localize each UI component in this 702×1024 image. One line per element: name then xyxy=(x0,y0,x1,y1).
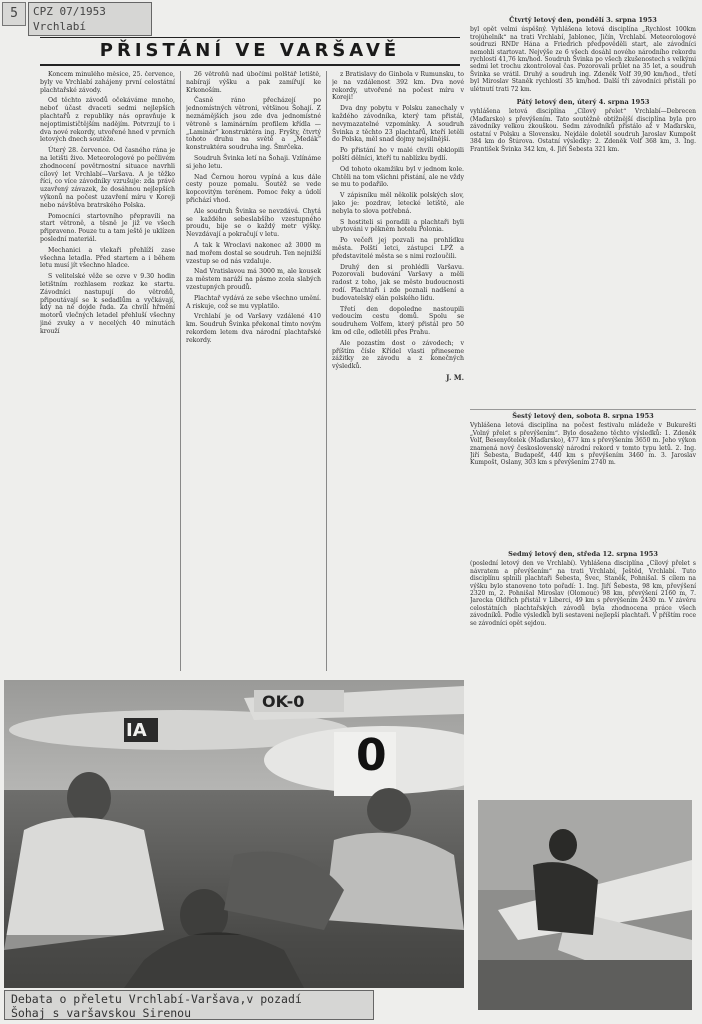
paragraph: Od těchto závodů očekáváme mnoho, neboť účast dvaceti sedmi nejlepších plachtařů z republiky nás opravňuje k nejoptimističtějším nadějím. Potvrzují to i dva nové rekordy, utvořené hned v prvních letových dnech soutěže. xyxy=(40,97,175,144)
archive-label xyxy=(28,2,152,36)
paragraph: Dva dny pobytu v Polsku zanechaly v každého závodníka, který tam přistál, nevymazatelné vzpomínky. A soudruh Švinka z těchto 23 plachtařů, kteří letěli do Polska, měl snad dojmy nejsilnější. xyxy=(332,105,464,144)
paragraph: Vrchlabí je od Varšavy vzdálené 410 km. Soudruh Švinka překonal tímto novým rekordem letem dva národní plachtařské rekordy. xyxy=(186,313,321,344)
page-number: 5 xyxy=(2,2,26,26)
results-column-upper xyxy=(470,14,696,409)
day4-text: byl opět velmi úspěšný. Vyhlášena letová disciplína „Rychlost 100km trojúhelník“ na trati Vrchlabí, Jablonec, Jičín, Vrchlabí. Meteorologové soudruzi RNDr Hána a Friedrich předpověděli start, ale závodníci nemohli startovat. Nejvýše ze 6 všech dosáhl nového národního rekordu rychlostí 41,76 km/hod. Soudruh Švinka po všech zkušenostech s velkými sedmi let trochu zkontroloval čas. Pozorovali průlet na 35 let, a soudruh Švinka se vrátil. Druhý a soudruh ing. Zdeněk Volf 39,90 km/hod., třetí byl Miroslav Staněk rychlostí 35 km/hod. Další tři závodníci přistáli po ulétnutí trati 72 km. xyxy=(470,26,696,93)
paragraph: Pomocníci startovního přepravili na start větroně, a těsně je již ve všech připraveno. Pouze tu a tam ještě je uklízen poslední materiál. xyxy=(40,212,175,243)
main-photo xyxy=(4,680,464,988)
paragraph: Třetí den dopoledne nastoupili vedoucím cestu domů. Spolu se soudruhem Volfem, který přistál pro 50 km od cíle, odletěli přes Prahu. xyxy=(332,305,464,336)
day4-heading: Čtvrtý letový den, pondělí 3. srpna 1953 xyxy=(509,16,657,24)
day5-heading: Pátý letový den, úterý 4. srpna 1953 xyxy=(516,98,650,107)
paragraph: S hostiteli si poradili a plachtaři byli ubytováni v pěkném hotelu Polonia. xyxy=(332,218,464,234)
article-title: PŘISTÁNÍ VE VARŠAVĚ xyxy=(99,40,401,61)
column-divider xyxy=(326,71,327,671)
paragraph: Plachtař vydává ze sebe všechno umění. A riskuje, což se mu vyplatilo. xyxy=(186,294,321,310)
article-column-3 xyxy=(332,71,464,676)
day7-heading: Sedmý letový den, středa 12. srpna 1953 xyxy=(508,550,658,558)
side-photo-image xyxy=(478,800,692,1010)
archive-label-line1: CPZ 07/1953 xyxy=(33,5,106,18)
caption-line1: Debata o přeletu Vrchlabí-Varšava,v pozadí xyxy=(11,992,302,1006)
day7-text: (poslední letový den ve Vrchlabí). Vyhlášena disciplína „Cílový přelet s návratem a převýšením“ na trati Vrchlabí, Ještěd, Vrchlabí. Tuto disciplínu splnili plachtaři Šebesta, Švec, Staněk, Pohnišal. S cílem na výšku bylo stanoveno toto pořadí: 1. Ing. Jiří Šebesta, 98 km, převýšení 2320 m, 2. Pohnišal Miroslav (Olomouc) 98 km, převýšení 2160 m, 7. Jarecka Oldřich přistál v Liberci, 49 km s převýšením 2430 m. V závěru celostátních plachtařských závodů byla zhodnocena práce všech závodníků. Podle výsledků byli sestaveni nejlepší plachtaři. V příštím roce se závodníci opět sejdou. xyxy=(470,560,696,627)
paragraph: Druhý den si prohlédli Varšavu. Pozorovali budování Varšavy a měli radost z toho, jak se město budoucnosti rodí. Plachtaři i zde poznali nadšení a budovatelský elán polského lidu. xyxy=(332,263,464,302)
results-column-day6 xyxy=(470,410,696,545)
paragraph: 26 větroňů nad úbočími polštář letiště, nabírají výšku a pak zamířují ke Krkonoším. xyxy=(186,71,321,94)
paragraph: Ale pozastím dost o závodech; v příštím čísle Křídel vlasti přineseme zážitky ze závodu a z konečných výsledků. xyxy=(332,339,464,371)
paragraph: Nad Černou horou vypíná a kus dále cesty pouze pomalu. Soutěž se vede kopcovitým terénem. Pomoc řeky a údolí přichází vhod. xyxy=(186,173,321,204)
paragraph: Časně ráno přecházejí po jednomístných větroni, většinou Šohají. Z neznámějších jsou zde dva jednomístné větroně s laminárním profilem křídla — „Laminár“ konstruktéra ing. Fryšty, čtvrtý tohoto druhu na světě a „Medák“ konstruktéra soudruha ing. Šmrčeka. xyxy=(186,97,321,152)
column-divider xyxy=(180,71,181,671)
side-photo xyxy=(478,800,692,1010)
main-photo-image xyxy=(4,680,464,988)
title-rule-bottom xyxy=(40,64,460,66)
paragraph: Po přistání ho v malé chvíli obklopili polští dělníci, kteří tu nablízku bydlí. xyxy=(332,147,464,162)
archive-label-line2: Vrchlabí xyxy=(33,20,86,33)
article-column-2 xyxy=(186,71,321,671)
caption-line2: Šohaj s varšavskou Sirenou xyxy=(11,1006,192,1020)
photo-caption xyxy=(4,990,374,1020)
paragraph: Od tohoto okamžiku byl v jednom kole. Chtěli na tom všichni přistání, ale ne vždy se mu to podařilo. xyxy=(332,165,464,189)
day5-text: vyhlášena letová disciplína „Cílový přelet“ Vrchlabí—Debrecen (Maďarsko) s převýšením. Tato soutěžně obtížnější disciplína byla pro závodníky velkou zkouškou. Sedm závodníků přistálo až v Maďarsku, ostatní v Polsku a Slovensku. Nejdále doletěl soudruh Jaroslav Kumpošt 384 km do Štúrova. Ostatní výsledky: 2. Zdeněk Volf 368 km, 3. Ing. František Švinka 342 km, 4. Jiří Šebesta 321 km. xyxy=(470,108,696,153)
paragraph: Soudruh Švinka letí na Šohaji. Vzlínáme si jeho letu. xyxy=(186,154,321,170)
paragraph: Mechanici a vlekaři přehlíží zase všechna letadla. Před startem a i během letu musí jít všechno hladce. xyxy=(40,246,175,270)
paragraph: Ale soudruh Švinka se nevzdává. Chytá se každého sebeslabšího vzestupného proudu, bije se o každý metr výšky. Nevzdávají a pokračují v letu. xyxy=(186,207,321,239)
day6-heading: Šestý letový den, sobota 8. srpna 1953 xyxy=(512,412,654,420)
paragraph: A tak k Wroclavi nakonec až 3000 m nad mořem dostal se soudruh. Ten nejnižší vzestup se od nás vzdaluje. xyxy=(186,241,321,265)
paragraph: Koncem minulého měsíce, 25. července, byly ve Vrchlabí zahájeny první celostátní plachtařské závody. xyxy=(40,71,175,94)
paragraph: z Bratislavy do Ginbola v Rumunsku, to je na vzdálenost 392 km. Dva nové rekordy, utvořené na počest míru v Koreji! xyxy=(332,71,464,102)
day6-text: Vyhlášena letová disciplína na počest festivalu mládeže v Bukurešti „Volný přelet s převýšením“. Bylo dosaženo těchto výsledků: 1. Zdeněk Volf, Besenyőtelek (Maďarsko), 477 km s převýšením 3650 m. Jeho výkon znamená nový československý národní rekord v tomto typu letů. 2. Ing. Jiří Šebesta, Budapešť, 440 km s převýšením 3460 m. 3. Jaroslav Kumpošt, Oslany, 303 km s převýšením 2740 m. xyxy=(470,422,696,467)
paragraph: V zápisníku měl několik polských slov, jako je: pozdrav, letecké letiště, ale nebyla to slova potřebná. xyxy=(332,192,464,215)
paragraph: S velitelské věže se ozve v 9.30 hodin letištním rozhlasem rozkaz ke startu. Závodníci nastupují do větroňů, připoutávají se k sedadlům a vyčkávají, kdy na ně dojde řada. Za chvíli hřmění motorů vlečných letadel přehluší všechny jiné zvuky a v necelých 40 minutách krouží xyxy=(40,273,175,335)
paragraph: Po večeři jej pozvali na prohlídku města. Polští letci, zástupci LPŽ a představitelé města se s nimi rozloučili. xyxy=(332,237,464,260)
glider-mark-ia: IA xyxy=(126,720,147,741)
article-column-1 xyxy=(40,71,175,671)
author-signature: J. M. xyxy=(446,372,464,382)
title-rule-top xyxy=(40,37,460,38)
results-column-day7 xyxy=(470,548,696,818)
paragraph: Úterý 28. července. Od časného rána je na letišti živo. Meteorologové po pečlivém zhodnocení povětrnostní situace navrhli cílový let Vrchlabí—Varšava. A je těžko říci, co více závodníky vzrušuje: zda právě uzavřený závazek, že dosáhnou nejlepších výkonů na počest uzavření míru v Koreji nebo návštěva bratrského Polska. xyxy=(40,147,175,209)
glider-mark-ok: OK-0 xyxy=(262,692,305,711)
glider-mark-zero: 0 xyxy=(356,730,387,781)
paragraph: Nad Vratislavou má 3000 m, ale kousek za městem naráží na pásmo zcela slabých vzestupných proudů. xyxy=(186,268,321,291)
